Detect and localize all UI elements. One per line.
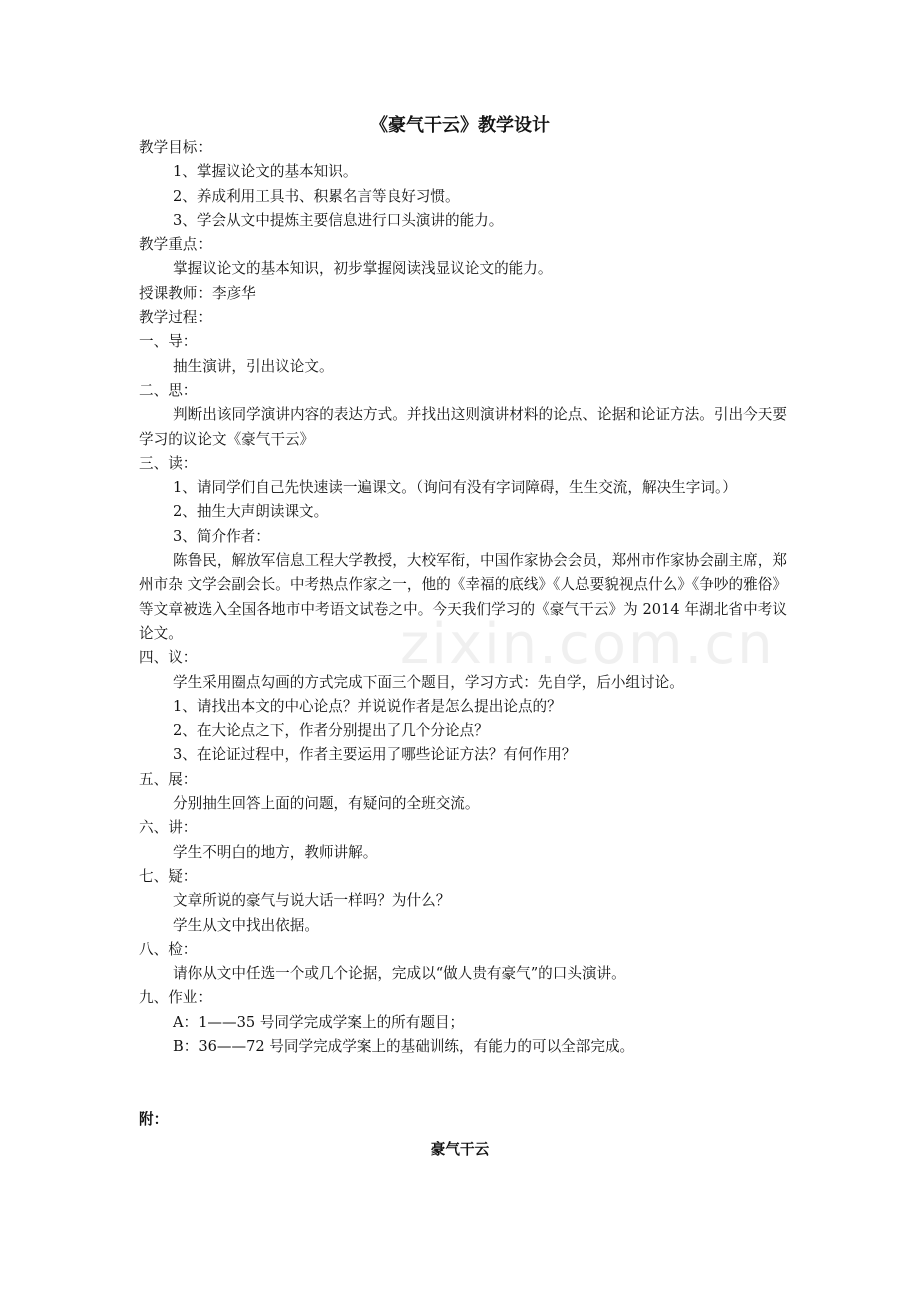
body-line: 抽生演讲，引出议论文。 (173, 357, 334, 375)
document-title: 《豪气干云》教学设计 (370, 115, 550, 136)
section-heading: 教学重点： (139, 236, 212, 254)
appendix-label: 附： (139, 1111, 169, 1128)
section-heading: 四、议： (139, 649, 198, 667)
body-line: 学生不明白的地方，教师讲解。 (173, 843, 378, 861)
body-line: 判断出该同学演讲内容的表达方式。并找出这则演讲材料的论点、论据和论证方法。引出今天要学习的议论文《豪气干云》 (139, 406, 787, 448)
body-line: 3、在论证过程中，作者主要运用了哪些论证方法？有何作用？ (173, 746, 577, 764)
watermark-text: zixin.com.cn (400, 612, 775, 677)
body-line: 请你从文中任选一个或几个论据，完成以“做人贵有豪气”的口头演讲。 (173, 965, 626, 983)
body-line: 分别抽生回答上面的问题，有疑问的全班交流。 (173, 795, 480, 813)
section-heading: 八、检： (139, 940, 198, 958)
body-line: 3、学会从文中提炼主要信息进行口头演讲的能力。 (173, 211, 504, 229)
body-line: 2、抽生大声朗读课文。 (173, 503, 329, 521)
appendix-title: 豪气干云 (430, 1141, 490, 1158)
section-heading: 六、讲： (139, 819, 198, 837)
section-heading: 一、导： (139, 333, 198, 351)
section-heading: 教学过程： (139, 309, 212, 327)
body-line: 1、请找出本文的中心论点？并说说作者是怎么提出论点的？ (173, 697, 562, 715)
section-heading: 三、读： (139, 454, 198, 472)
body-line: 1、掌握议论文的基本知识。 (173, 163, 358, 181)
body-line: 学生采用圈点勾画的方式完成下面三个题目，学习方式：先自学，后小组讨论。 (173, 673, 684, 691)
body-line: 3、简介作者： (173, 527, 270, 545)
section-heading: 教学目标： (139, 139, 212, 156)
body-line: A：1——35 号同学完成学案上的所有题目； (173, 1013, 465, 1031)
document-body (139, 136, 787, 1059)
body-line: 1、请同学们自己先快速读一遍课文。（询问有没有字词障碍，生生交流，解决生字词。） (173, 479, 737, 497)
body-line: 陈鲁民，解放军信息工程大学教授，大校军衔，中国作家协会会员，郑州市作家协会副主席，郑州市杂 文学会副会长。中考热点作家之一，他的《幸福的底线》《人总要貌视点什么》《争吵的雅俗》等文章被选入全国各地市中考语文试卷之中。今天我们学习的《豪气干云》为 2014 年湖北省中考议论文。 (139, 552, 787, 642)
body-line: 文章所说的豪气与说大话一样吗？为什么？ (173, 892, 451, 910)
section-heading: 五、展： (139, 770, 198, 788)
section-heading: 授课教师：李彦华 (139, 284, 256, 302)
section-heading: 九、作业： (139, 989, 212, 1007)
body-line: 学生从文中找出依据。 (173, 916, 319, 934)
body-line: B：36——72 号同学完成学案上的基础训练，有能力的可以全部完成。 (173, 1037, 635, 1055)
body-line: 2、养成利用工具书、积累名言等良好习惯。 (173, 187, 460, 205)
body-line: 2、在大论点之下，作者分别提出了几个分论点？ (173, 722, 489, 740)
section-heading: 二、思： (139, 381, 198, 399)
body-line: 掌握议论文的基本知识，初步掌握阅读浅显议论文的能力。 (173, 260, 553, 278)
section-heading: 七、疑： (139, 867, 198, 885)
